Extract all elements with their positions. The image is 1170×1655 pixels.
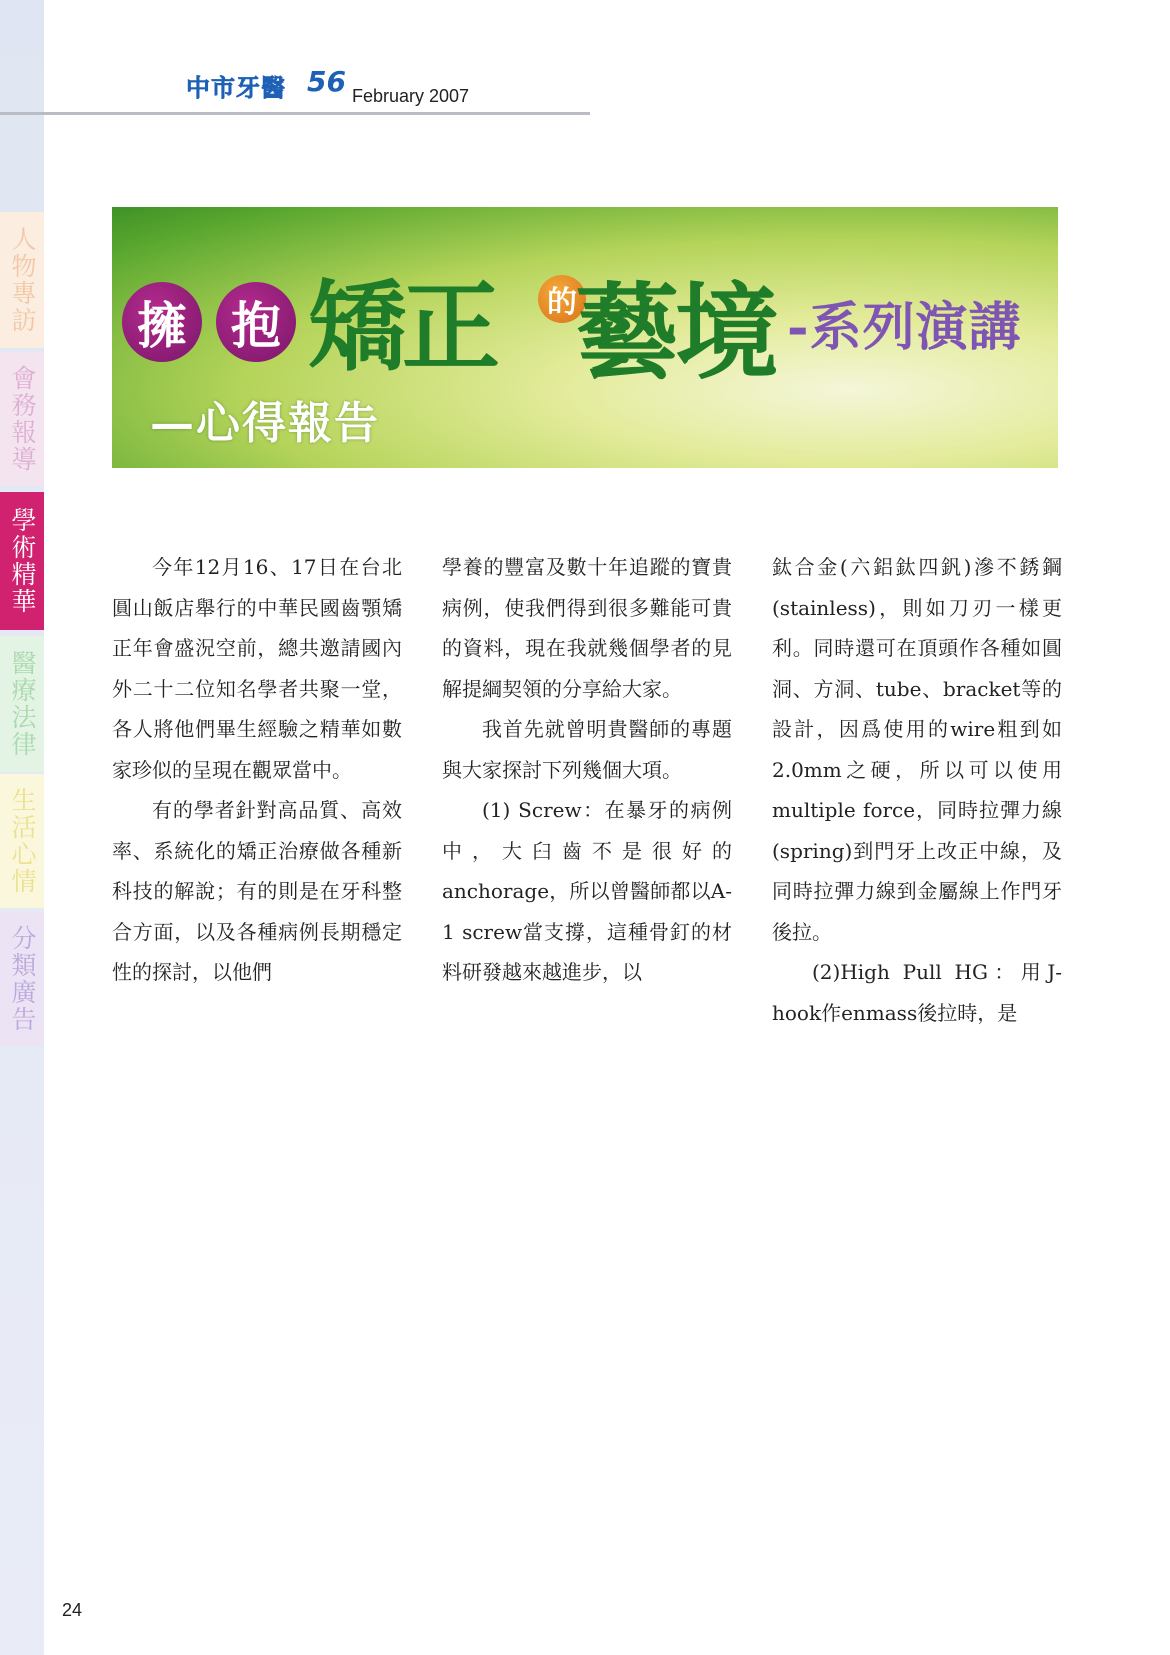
paragraph: (1) Screw：在暴牙的病例中，大臼齒不是很好的anchorage，所以曾醫師都以A-1 screw當支撐，這種骨釘的材料研發越來越進步，以 — [442, 798, 732, 984]
title-series-label: -系列演講 — [787, 297, 1022, 358]
title-brush-text: 矯正 — [308, 270, 497, 385]
side-tab-interviews[interactable]: 人物專訪 — [0, 212, 44, 348]
side-tab-medical-law[interactable]: 醫療法律 — [0, 636, 44, 772]
side-navigation — [0, 0, 44, 1655]
paragraph: 我首先就曾明貴醫師的專題與大家探討下列幾個大項。 — [442, 717, 732, 782]
title-circle-char: 抱 — [216, 282, 296, 362]
paragraph: 有的學者針對高品質、高效率、系統化的矯正治療做各種新科技的解說；有的則是在牙科整合方面，以及各種病例長期穩定性的探討，以他們 — [112, 798, 402, 984]
paragraph: 學養的豐富及數十年追蹤的寶貴病例，使我們得到很多難能可貴的資料，現在我就幾個學者的見解提綱契領的分享給大家。 — [442, 555, 732, 701]
title-brush-text: 藝境 — [575, 271, 776, 394]
side-tab-classified-ads[interactable]: 分類廣告 — [0, 912, 44, 1046]
paragraph: 鈦合金(六鋁鈦四釩)滲不銹鋼(stainless)，則如刀刃一樣更利。同時還可在頂頭作各種如圓洞、方洞、tube、bracket等的設計，因爲使用的wire粗到如2.0mm之硬，所以可以使用multiple force，同時拉彈力線(spring)到門牙上改正中線，及同時拉彈力線到金屬線上作門牙後拉。 — [772, 555, 1062, 944]
page-header — [0, 60, 590, 115]
side-tab-academic-highlights[interactable]: 學術精華 — [0, 492, 44, 630]
paragraph: 今年12月16、17日在台北圓山飯店舉行的中華民國齒顎矯正年會盛況空前，總共邀請國內外二十二位知名學者共聚一堂，各人將他們畢生經驗之精華如數家珍似的呈現在觀眾當中。 — [112, 555, 402, 782]
title-banner — [112, 207, 1058, 468]
issue-date: February 2007 — [352, 86, 470, 106]
magazine-logo: 中市牙醫 — [186, 74, 286, 102]
issue-number: 56 — [307, 65, 346, 98]
page-number: 24 — [62, 1600, 83, 1620]
article-subtitle: —心得報告 — [150, 398, 380, 449]
side-tab-association-news[interactable]: 會務報導 — [0, 352, 44, 486]
paragraph: (2)High Pull HG：用J-hook作enmass後拉時，是 — [772, 960, 1062, 1025]
title-circle-char: 擁 — [122, 282, 202, 362]
article-column-3 — [772, 547, 1062, 1033]
title-small-circle-char: 的 — [538, 275, 586, 323]
side-tab-life-notes[interactable]: 生活心情 — [0, 774, 44, 908]
article-column-2 — [442, 547, 732, 993]
article-column-1 — [112, 547, 402, 993]
